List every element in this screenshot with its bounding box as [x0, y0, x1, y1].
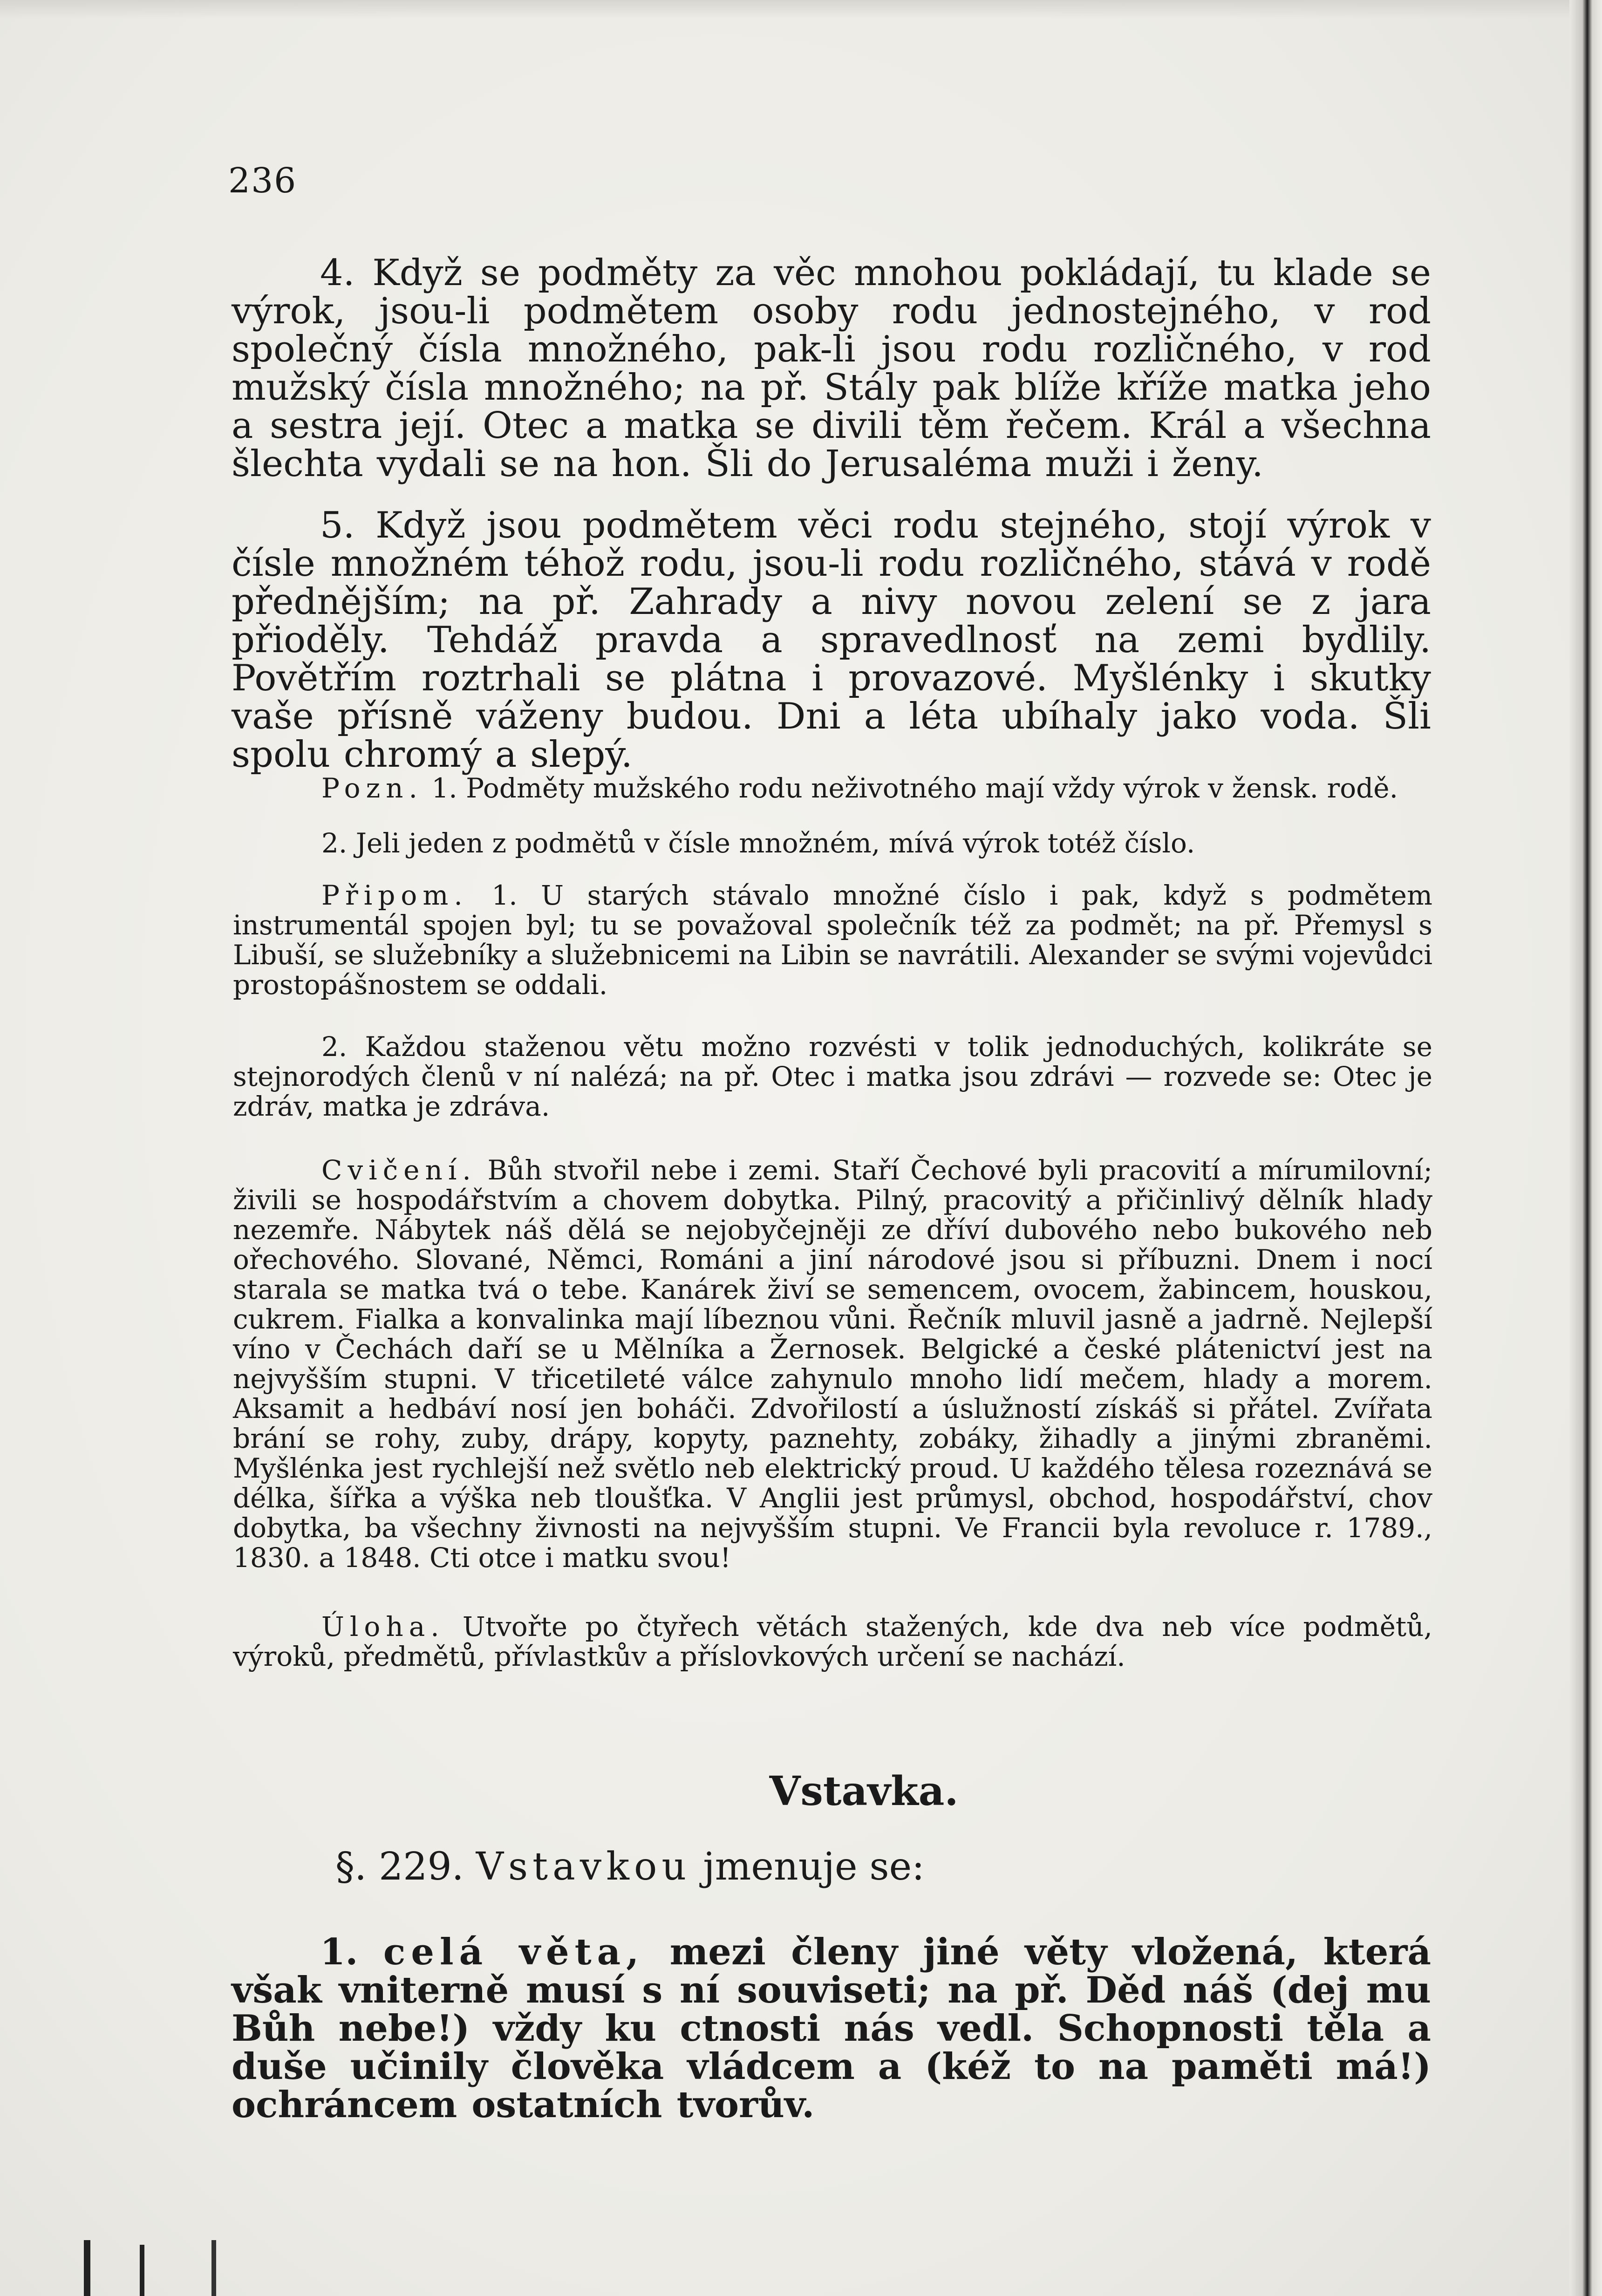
- task-text: Utvořte po čtyřech větách stažených, kde dva neb více podmětů, výroků, předmětů, přívlastkův a příslovkových určení se nachází.: [233, 1611, 1432, 1672]
- page-top-shadow: [0, 0, 1602, 19]
- page-bottom-scan-mark: [140, 2245, 144, 2296]
- note-pozn-2: 2. Jeli jeden z podmětů v čísle množném, mívá výrok totéž číslo.: [321, 827, 1195, 859]
- section-item-1: [232, 1933, 1431, 2124]
- note-pripom-1: [233, 880, 1432, 1000]
- note-pozn-1-text: 1. Podměty mužského rodu neživotného mají vždy výrok v žensk. rodě.: [423, 772, 1398, 804]
- paragraph-4: 4. Když se podměty za věc mnohou pokládají, tu klade se výrok, jsou-li podmětem osoby rodu jednostejného, v rod společný čísla množného, pak-li jsou rodu rozličného, v rod mužský čísla množného; na př. Stály pak blíže kříže matka jeho a sestra její. Otec a matka se divili těm řečem. Král a všechna šlechta vydali se na hon. Šli do Jerusaléma muži i ženy.: [232, 252, 1431, 485]
- task-block: [233, 1612, 1432, 1671]
- section-title: [335, 1845, 925, 1889]
- exercise-text: Bůh stvořil nebe i zemi. Staří Čechové byli pracovití a mírumilovní; živili se hospodářstvím a chovem dobytka. Pilný, pracovitý a přičinlivý dělník hlady nezemře. Nábytek náš dělá se nejobyčejněji ze dříví dubového nebo bukového neb ořechového. Slované, Němci, Románi a jiní národové jsou si příbuzni. Dnem i nocí starala se matka tvá o tebe. Kanárek živí se semencem, ovocem, žabincem, houskou, cukrem. Fialka a konvalinka mají líbeznou vůni. Řečník mluvil jasně a jadrně. Nejlepší víno v Čechách daří se u Mělníka a Žernosek. Belgické a české plátenictví jest na nejvyšším stupni. V třicetileté válce zahynulo mnoho lidí mečem, hlady a morem. Aksamit a hedbáví nosí jen boháči. Zdvořilostí a úslužností získáš si přátel. Zvířata brání se rohy, zuby, drápy, kopyty, paznehty, zobáky, žihadly a jinými zbraněmi. Myšlénka jest rychlejší než světlo neb elektrický proud. U každého tělesa rozeznává se délka, šířka a výška neb tloušťka. V Anglii jest průmysl, obchod, hospodářství, chov dobytka, ba všechny živnosti na nejvyšším stupni. Ve Francii byla revoluce r. 1789., 1830. a 1848. Cti otce i matku svou!: [233, 1154, 1432, 1574]
- page-number: 236: [228, 161, 297, 201]
- exercise-block: [233, 1155, 1432, 1573]
- section-item-1-text: mezi členy jiné věty vložená, která však vniterně musí s ní souviseti; na př. Děd náš (dej mu Bůh nebe!) vždy ku ctnosti nás vedl. Schopnosti těla a duše učinily člověka vládcem a (kéž to na paměti má!) ochráncem ostatních tvorův.: [232, 1931, 1431, 2126]
- note-pozn-label: Pozn.: [321, 772, 423, 804]
- section-label: Vstavkou: [476, 1845, 691, 1889]
- section-item-1-lead: 1.: [320, 1931, 383, 1973]
- page-binding-edge: [1569, 0, 1602, 2296]
- exercise-label: Cvičení.: [321, 1154, 477, 1186]
- section-label-rest: jmenuje se:: [691, 1845, 925, 1889]
- section-heading: Vstavka.: [769, 1768, 959, 1815]
- paragraph-5: 5. Když jsou podmětem věci rodu stejného, stojí výrok v čísle množném téhož rodu, jsou-li rodu rozličného, stává v rodě přednějším; na př. Zahrady a nivy novou zelení se z jara přioděly. Tehdáž pravda a spravedlnosť na zemi bydlily. Povětřím roztrhali se plátna i provazové. Myšlénky i skutky vaše přísně váženy budou. Dni a léta ubíhaly jako voda. Šli spolu chromý a slepý.: [232, 504, 1431, 776]
- note-pripom-2: 2. Každou staženou větu možno rozvésti v tolik jednoduchých, kolikráte se stejnorodých členů v ní nalézá; na př. Otec i matka jsou zdrávi — rozvede se: Otec je zdráv, matka je zdráva.: [233, 1031, 1432, 1122]
- note-pozn-1: [233, 773, 1432, 803]
- section-item-1-term: celá věta,: [383, 1931, 645, 1973]
- task-label: Úloha.: [321, 1611, 445, 1642]
- note-pripom-1-text: 1. U starých stávalo množné číslo i pak, když s podmětem instrumentál spojen byl; tu se považoval společník též za podmět; na př. Přemysl s Libuší, se služebníky a služebnicemi na Libin se navrátili. Alexander se svými vojevůdci prostopášnostem se oddali.: [233, 879, 1432, 1001]
- section-number: §. 229.: [335, 1845, 464, 1889]
- page-bottom-scan-marks: [84, 2240, 216, 2296]
- note-pripom-label: Připom.: [321, 879, 468, 911]
